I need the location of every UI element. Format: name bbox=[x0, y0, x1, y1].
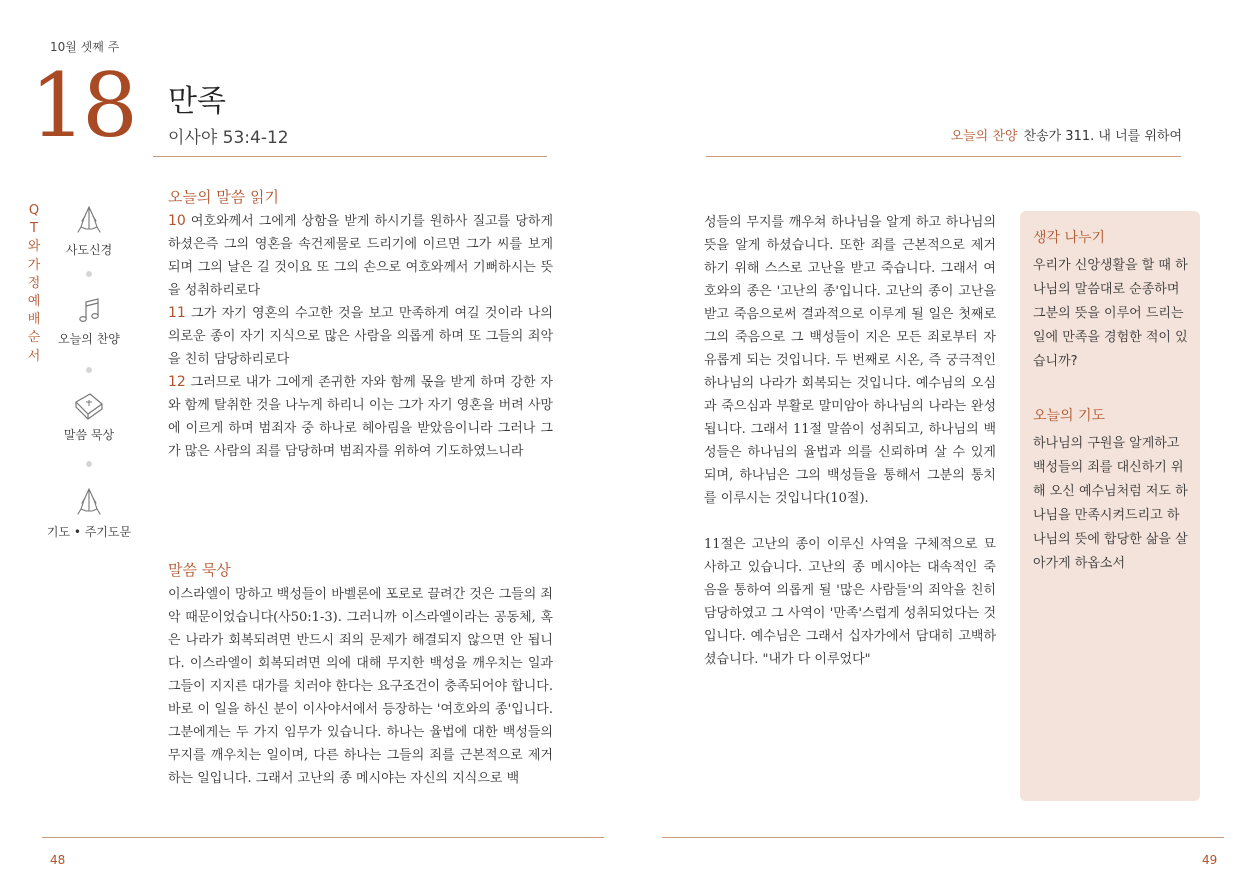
meditation-paragraph: 이스라엘이 망하고 백성들이 바벨론에 포로로 끌려간 것은 그들의 죄악 때문이었습니다(사50:1-3). 그러니까 이스라엘이라는 공동체, 혹은 나라가 회복되려면 반드시 죄의 문제가 해결되지 않으면 안 됩니다. 이스라엘이 회복되려면 의에 대해 무지한 백성을 깨우치는 일과 그들이 지지른 대가를 치러야 한다는 요구조건이 충족되어야 합니다. 바로 이 일을 하신 분이 이사야서에서 등장하는 '여호와의 종'입니다. 그분에게는 두 가지 임무가 있습니다. 하나는 율법에 대한 백성들의 무지를 깨우치는 일이며, 다른 하나는 그들의 죄를 근본적으로 제거하는 일입니다. 그래서 고난의 종 메시야는 자신의 지식으로 백 bbox=[168, 587, 553, 786]
footer-divider-right bbox=[662, 837, 1224, 838]
scripture-passage: 이사야 53:4-12 bbox=[168, 128, 289, 148]
header-divider-left bbox=[153, 156, 547, 157]
prayer-text: 하나님의 구원을 알게하고 백성들의 죄를 대신하기 위해 오신 예수님처럼 저도 하나님을 만족시켜드리고 하나님의 뜻에 합당한 삶을 살아가게 하옵소서 bbox=[1033, 436, 1188, 571]
step-label: 사도신경 bbox=[65, 243, 113, 257]
reading-passage bbox=[168, 210, 553, 463]
step-todays-hymn bbox=[34, 296, 144, 347]
verse-text: 여호와께서 그에게 상함을 받게 하시기를 원하사 질고를 당하게 하셨은즉 그의 영혼을 속건제물로 드리기에 이르면 그가 씨를 보게 되며 그의 날은 길 것이요 또 그의 손으로 여호와께서 기뻐하시는 뜻을 성취하리로다 bbox=[168, 214, 554, 298]
music-note-icon bbox=[34, 296, 144, 326]
step-label: 말씀 묵상 bbox=[63, 428, 115, 442]
page-title: 만족 bbox=[168, 84, 226, 119]
qt-order-vertical-title: QT와 가정예배 순서 bbox=[27, 203, 41, 364]
verse-text: 그러므로 내가 그에게 존귀한 자와 함께 몫을 받게 하며 강한 자와 함께 탈취한 것을 나누게 하리니 이는 그가 자기 영혼을 버려 사망에 이르게 하며 범죄자 중 하나로 헤아림을 받았음이니라 그러나 그가 많은 사람의 죄를 담당하며 범죄자를 위하여 기도하였느니라 bbox=[168, 375, 553, 459]
header-divider-right bbox=[706, 156, 1181, 157]
week-label: 10월 셋째 주 bbox=[50, 40, 120, 54]
prayer-heading: 오늘의 기도 bbox=[1033, 408, 1106, 424]
meditation-paragraph: 11절은 고난의 종이 이루신 사역을 구체적으로 묘사하고 있습니다. 고난의 종 메시야는 대속적인 죽음을 통하여 의롭게 될 '많은 사람들'의 죄악을 친히 담당하였고 그 사역이 '만족'스럽게 성취되었다는 것입니다. 예수님은 그래서 십자가에서 담대히 고백하셨습니다. "내가 다 이루었다" bbox=[704, 537, 996, 667]
verse bbox=[168, 210, 553, 302]
page-number-left: 48 bbox=[50, 853, 66, 867]
meditation-text-left bbox=[168, 583, 553, 813]
step-apostles-creed bbox=[34, 203, 144, 258]
share-heading: 생각 나누기 bbox=[1033, 230, 1106, 246]
reading-heading: 오늘의 말씀 읽기 bbox=[168, 188, 279, 206]
step-separator-dot bbox=[86, 271, 92, 277]
verse-number: 10 bbox=[168, 213, 186, 229]
hymn-line bbox=[951, 125, 1182, 144]
praying-hands-icon bbox=[34, 203, 144, 237]
verse-number: 11 bbox=[168, 305, 186, 321]
day-number: 18 bbox=[30, 54, 134, 157]
hymn-text: 찬송가 311. 내 너를 위하여 bbox=[1023, 129, 1182, 144]
verse-text: 그가 자기 영혼의 수고한 것을 보고 만족하게 여길 것이라 나의 의로운 종이 자기 지식으로 많은 사람을 의롭게 하며 또 그들의 죄악을 친히 담당하리로다 bbox=[168, 306, 553, 367]
footer-divider-left bbox=[42, 837, 604, 838]
verse-number: 12 bbox=[168, 374, 186, 390]
step-word-meditation bbox=[34, 390, 144, 443]
page-number-right: 49 bbox=[1202, 853, 1218, 867]
step-label: 오늘의 찬양 bbox=[58, 332, 120, 346]
verse bbox=[168, 302, 553, 371]
meditation-heading: 말씀 묵상 bbox=[168, 561, 231, 579]
share-text: 우리가 신앙생활을 할 때 하나님의 말씀대로 순종하며 그분의 뜻을 이루어 드리는 일에 만족을 경험한 적이 있습니까? bbox=[1033, 258, 1188, 369]
bible-icon bbox=[34, 390, 144, 422]
meditation-text-right bbox=[704, 211, 996, 671]
meditation-paragraph: 성들의 무지를 깨우쳐 하나님을 알게 하고 하나님의 뜻을 알게 하셨습니다. 또한 죄를 근본적으로 제거하기 위해 스스로 고난을 받고 죽습니다. 그래서 여호와의 종은 '고난의 종'입니다. 고난의 종이 고난을 받고 죽음으로써 결과적으로 이루게 될 일은 첫째로 그의 죽음으로 그 백성들이 지은 모든 죄로부터 자유롭게 되는 것입니다. 두 번째로 시온, 즉 궁극적인 하나님의 나라가 회복되는 것입니다. 예수님의 오심과 죽으심과 부활로 말미암아 하나님의 나라는 완성됩니다. 그래서 11절 말씀이 성취되고, 하나님의 백성들은 하나님의 율법과 의를 신뢰하며 살 수 있게 되며, 하나님은 그의 백성들을 통해서 그분의 통치를 이루시는 것입니다(10절). bbox=[704, 215, 996, 506]
hymn-label: 오늘의 찬양 bbox=[950, 129, 1018, 144]
praying-hands-icon bbox=[34, 485, 144, 519]
step-prayer bbox=[34, 485, 144, 540]
step-separator-dot bbox=[86, 367, 92, 373]
verse bbox=[168, 371, 553, 463]
step-separator-dot bbox=[86, 461, 92, 467]
step-label: 기도 • 주기도문 bbox=[46, 525, 132, 539]
reflection-box bbox=[1020, 211, 1200, 801]
